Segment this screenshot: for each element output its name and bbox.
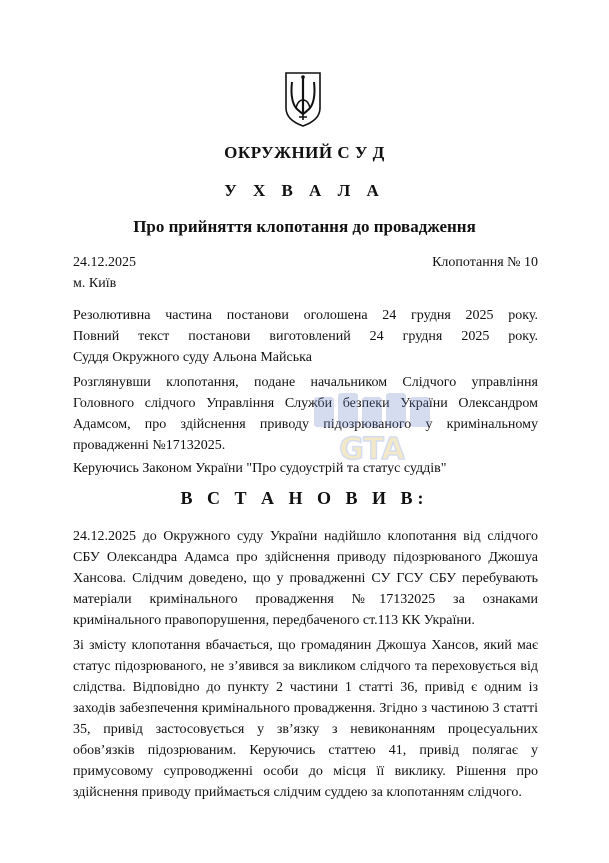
guided-by-line: Керуючись Законом України "Про судоустрій та статус суддів" [73, 461, 447, 476]
document-type: У Х В А Л А [224, 181, 385, 200]
intro-line-2: Повний текст постанови виготовлений 24 грудня 2025 року. [73, 329, 538, 344]
document-date: 24.12.2025 [73, 255, 136, 270]
intro-line-3: Суддя Окружного суду Альона Майська [73, 350, 312, 365]
trident-emblem-icon [282, 70, 324, 128]
intro-line-1: Резолютивна частина постанови оголошена 24 грудня 2025 року. [73, 308, 538, 323]
considered-paragraph: Розглянувши клопотання, подане начальником Слідчого управління Головного слідчого Управління Служби безпеки України Олександром Адамсом, про здійснення приводу підозрюваного у кримінальному провадженні №17132025. [73, 375, 538, 453]
paragraph-2: Зі змісту клопотання вбачається, що громадянин Джошуа Хансов, який має статус підозрюваного, не з’явився за викликом слідчого та переховується від слідства. Відповідно до пункту 2 частини 1 статті 36, привід є одним із заходів забезпечення кримінального провадження. Згідно з частиною 3 статті 35, привід застосовується у зв’язку з невиконанням процесуальних обов’язків підозрюваним. Керуючись статтею 41, привід полягає у примусовому супроводженні особи до місця її виклику. Рішення про здійснення приводу приймається слідчим суддею за клопотанням слідчого. [73, 638, 538, 800]
established-heading: В С Т А Н О В И В: [180, 488, 429, 508]
gta-logo-watermark [312, 389, 432, 469]
date-row [73, 252, 538, 273]
watermark-text: GTA [339, 432, 405, 467]
document-subject: Про прийняття клопотання до провадження [133, 217, 476, 236]
paragraph-1: 24.12.2025 до Окружного суду України надійшло клопотання від слідчого СБУ Олександра Адамса про здійснення приводу підозрюваного Джошуа Хансова. Слідчим доведено, що у провадженні СУ ГСУ СБУ перебувають матеріали кримінального провадження №17132025 за ознаками кримінального правопорушення, передбаченого ст.113 КК України. [73, 529, 538, 628]
document-city: м. Київ [73, 276, 117, 291]
petition-number: Клопотання № 10 [432, 255, 538, 270]
court-name: ОКРУЖНИЙ С У Д [224, 143, 385, 162]
